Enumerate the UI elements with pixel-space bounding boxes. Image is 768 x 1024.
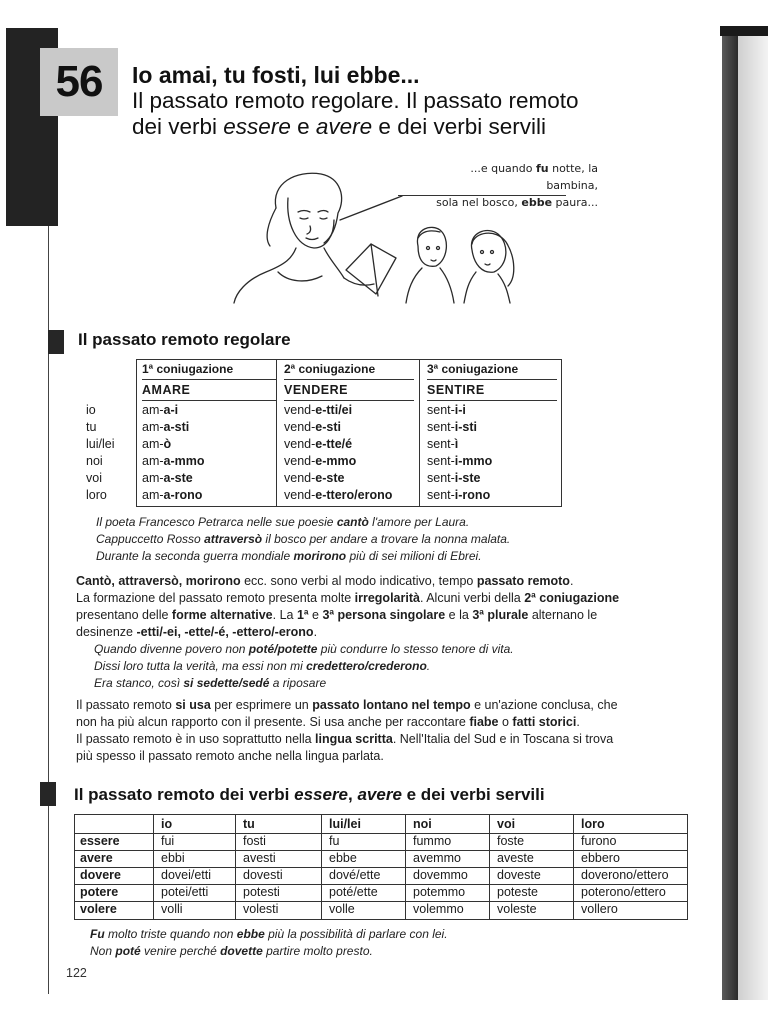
conjugated-form: sent-i-rono	[427, 488, 491, 502]
verb-form: dové/ette	[329, 868, 381, 882]
lesson-title: Io amai, tu fosti, lui ebbe...	[132, 62, 420, 88]
conjugated-form: sent-i-sti	[427, 420, 478, 434]
example-sentence: Dissi loro tutta la verità, ma essi non mi credettero/crederono.	[94, 659, 431, 673]
subtitle-line-2: dei verbi essere e avere e dei verbi servili	[132, 114, 546, 139]
verb-form: voleste	[497, 902, 537, 916]
conjugated-form: vend-e-ste	[284, 471, 345, 485]
conjugated-form: am-ò	[142, 437, 172, 451]
verb-form: poteste	[497, 885, 539, 899]
verb-form: fu	[329, 834, 340, 848]
example-sentence: Era stanco, così si sedette/sedé a riposare	[94, 676, 327, 690]
verb-row-label: essere	[80, 834, 120, 848]
lesson-number: 56	[55, 57, 103, 106]
conjugated-form: sent-i-ste	[427, 471, 481, 485]
verb-vendere: VENDERE	[284, 383, 348, 397]
book-spine-shadow	[722, 28, 738, 1000]
person-header: noi	[413, 817, 432, 831]
storybook	[346, 244, 396, 294]
verb-form: potesti	[243, 885, 280, 899]
verb-form: poté/ette	[329, 885, 378, 899]
lesson-subtitle	[132, 88, 712, 140]
verb-form: volli	[161, 902, 183, 916]
example-sentence: Durante la seconda guerra mondiale morirono più di sei milioni di Ebrei.	[96, 549, 482, 563]
conjugated-form: am-a-i	[142, 403, 179, 417]
pronoun-label: io	[86, 403, 96, 417]
verb-form: ebbi	[161, 851, 185, 865]
page-number: 122	[66, 966, 87, 980]
conjugated-form: am-a-mmo	[142, 454, 205, 468]
usage-line: non ha più alcun rapporto con il presente. Si usa anche per raccontare fiabe o fatti storici.	[76, 715, 580, 729]
regular-conjugation-table	[76, 359, 562, 507]
section-2-title: Il passato remoto dei verbi essere, avere e dei verbi servili	[74, 785, 545, 804]
speech-line-2: sola nel bosco, ebbe paura...	[436, 196, 598, 209]
example-sentence: Il poeta Francesco Petrarca nelle sue poesie cantò l'amore per Laura.	[96, 515, 470, 529]
verb-amare: AMARE	[142, 383, 191, 397]
verb-row-label: volere	[80, 902, 117, 916]
verb-form: ebbe	[329, 851, 357, 865]
person-header: io	[161, 817, 173, 831]
person-header: tu	[243, 817, 255, 831]
conjugated-form: am-a-rono	[142, 488, 203, 502]
verb-form: volesti	[243, 902, 279, 916]
example-sentence: Cappuccetto Rosso attraversò il bosco per andare a trovare la nonna malata.	[96, 532, 511, 546]
verb-form: fui	[161, 834, 175, 848]
conjugated-form: sent-i-mmo	[427, 454, 493, 468]
verb-row-label: potere	[80, 885, 119, 899]
usage-line: Il passato remoto si usa per esprimere un passato lontano nel tempo e un'azione conclusa, che	[76, 698, 618, 712]
verb-form: volle	[329, 902, 355, 916]
verb-form: furono	[581, 834, 617, 848]
conjugated-form: vend-e-mmo	[284, 454, 357, 468]
speech-bubble	[428, 160, 598, 211]
verb-form: fosti	[243, 834, 266, 848]
pronoun-label: tu	[86, 420, 97, 434]
section-marker	[40, 782, 56, 806]
book-next-page-edge	[738, 28, 768, 1000]
conjugated-form: sent-i-i	[427, 403, 466, 417]
verb-form: volemmo	[413, 902, 464, 916]
header-conjugation-2: 2ª coniugazione	[284, 362, 376, 376]
usage-line: più spesso il passato remoto anche nella lingua parlata.	[76, 749, 384, 763]
example-sentence: Fu molto triste quando non ebbe più la possibilità di parlare con lei.	[90, 927, 448, 941]
person-header: lui/lei	[329, 817, 361, 831]
section-marker	[48, 330, 64, 354]
speech-underline	[398, 195, 566, 196]
book-binding-top	[720, 26, 768, 36]
explanation-line: Cantò, attraversò, morirono ecc. sono verbi al modo indicativo, tempo passato remoto.	[76, 574, 574, 588]
verb-form: foste	[497, 834, 525, 848]
explanation-line: presentano delle forme alternative. La 1ª e 3ª persona singolare e la 3ª plurale alternano le	[76, 608, 598, 622]
verb-form: dovesti	[243, 868, 283, 882]
verb-form: avesti	[243, 851, 276, 865]
person-header: loro	[581, 817, 605, 831]
example-sentence: Non poté venire perché dovette partire molto presto.	[90, 944, 373, 958]
verb-form: doverono/ettero	[581, 868, 669, 882]
speech-line-1: ...e quando fu notte, la bambina,	[470, 162, 598, 192]
verb-row-label: avere	[80, 851, 113, 865]
verb-row-label: dovere	[80, 868, 121, 882]
verb-sentire: SENTIRE	[427, 383, 485, 397]
table-frame	[136, 359, 562, 507]
verb-form: doveste	[497, 868, 541, 882]
verb-form: dovei/etti	[161, 868, 212, 882]
verb-form: ebbero	[581, 851, 620, 865]
conjugated-form: sent-ì	[427, 437, 459, 451]
pronoun-label: loro	[86, 488, 107, 502]
verb-form: poterono/ettero	[581, 885, 666, 899]
pronoun-label: lui/lei	[86, 437, 115, 451]
conjugated-form: vend-e-tti/ei	[284, 403, 353, 417]
verb-form: vollero	[581, 902, 618, 916]
subtitle-line-1: Il passato remoto regolare. Il passato remoto	[132, 88, 579, 113]
verb-form: potei/etti	[161, 885, 209, 899]
verb-form: avemmo	[413, 851, 461, 865]
verb-form: fummo	[413, 834, 452, 848]
usage-line: Il passato remoto è in uso soprattutto nella lingua scritta. Nell'Italia del Sud e in Toscana si trova	[76, 732, 614, 746]
example-sentence: Quando divenne povero non poté/potette più condurre lo stesso tenore di vita.	[94, 642, 514, 656]
conjugated-form: am-a-ste	[142, 471, 193, 485]
header-conjugation-1: 1ª coniugazione	[142, 362, 234, 376]
conjugated-form: vend-e-sti	[284, 420, 341, 434]
person-header: voi	[497, 817, 516, 831]
irregular-verbs-table	[74, 814, 688, 920]
lesson-number-box	[40, 48, 118, 116]
explanation-line: desinenze -etti/-ei, -ette/-é, -ettero/-erono.	[76, 625, 318, 639]
pronoun-label: noi	[86, 454, 103, 468]
conjugated-form: vend-e-ttero/erono	[284, 488, 393, 502]
header-conjugation-3: 3ª coniugazione	[427, 362, 519, 376]
section-1-title: Il passato remoto regolare	[78, 330, 291, 349]
conjugated-form: vend-e-tte/é	[284, 437, 353, 451]
pronoun-label: voi	[86, 471, 102, 485]
conjugated-form: am-a-sti	[142, 420, 190, 434]
verb-form: aveste	[497, 851, 534, 865]
verb-form: potemmo	[413, 885, 466, 899]
verb-form: dovemmo	[413, 868, 468, 882]
explanation-line: La formazione del passato remoto presenta molte irregolarità. Alcuni verbi della 2ª coniugazione	[76, 591, 620, 605]
